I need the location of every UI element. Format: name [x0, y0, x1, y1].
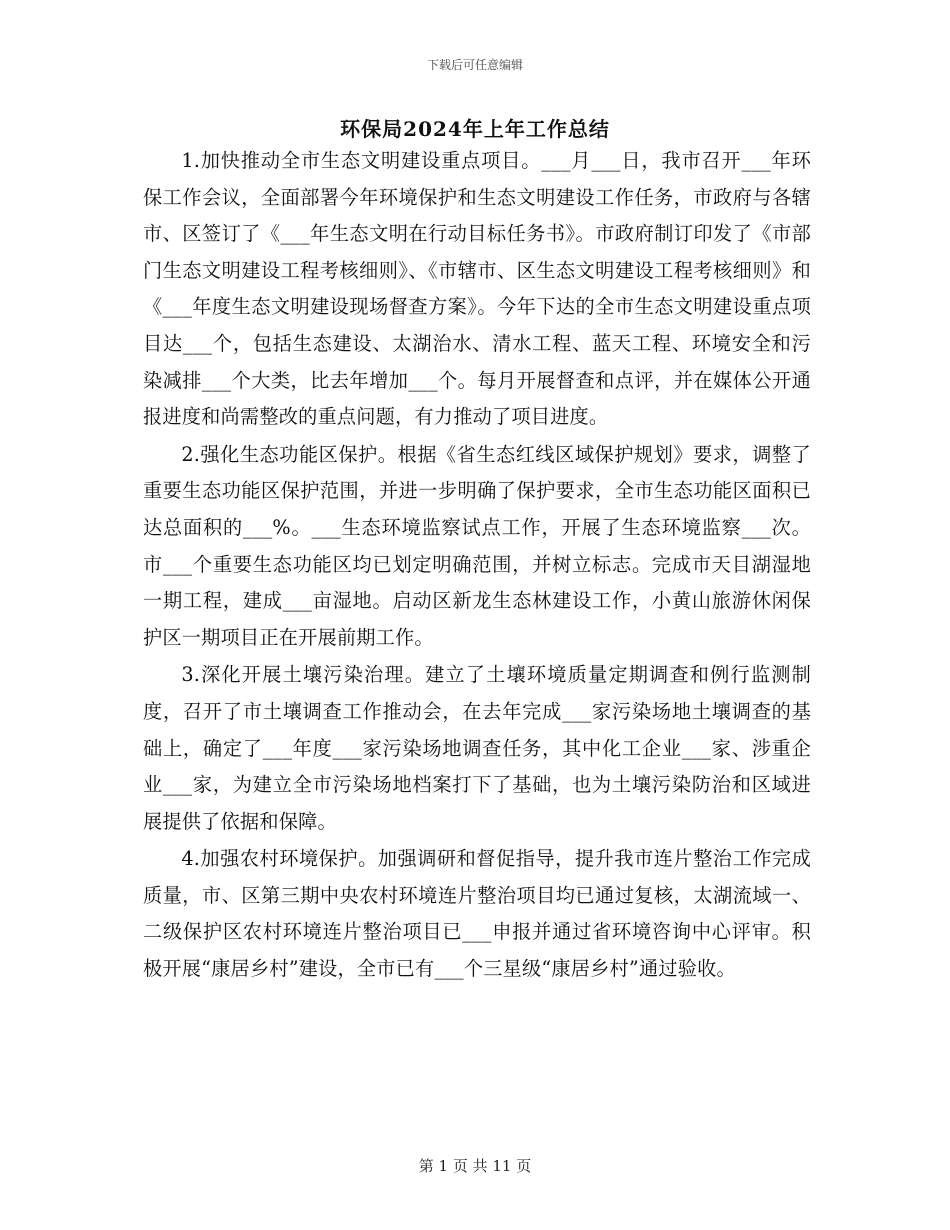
- paragraph-2: 2.强化生态功能区保护。根据《省生态红线区域保护规划》要求，调整了重要生态功能区保护范围，并进一步明确了保护要求，全市生态功能区面积已达总面积的___%。___生态环境监察试点工作，开展了生态环境监察___次。市___个重要生态功能区均已划定明确范围，并树立标志。完成市天目湖湿地一期工程，建成___亩湿地。启动区新龙生态林建设工作，小黄山旅游休闲保护区一期项目正在开展前期工作。: [143, 442, 811, 649]
- header-note: 下载后可任意编辑: [426, 58, 523, 72]
- page-footer: 第 1 页 共 11 页: [418, 1157, 532, 1175]
- paragraph-3: 3.深化开展土壤污染治理。建立了土壤环境质量定期调查和例行监测制度，召开了市土壤调查工作推动会，在去年完成___家污染场地土壤调查的基础上，确定了___年度___家污染场地调查任务，其中化工企业___家、涉重企业___家，为建立全市污染场地档案打下了基础，也为土壤污染防治和区域进展提供了依据和保障。: [143, 663, 811, 833]
- document-title: 环保局2024年上年工作总结: [340, 117, 610, 141]
- paragraph-1: 1.加快推动全市生态文明建设重点项目。___月___日，我市召开___年环保工作会议，全面部署今年环境保护和生态文明建设工作任务，市政府与各辖市、区签订了《___年生态文明在行动目标任务书》。市政府制订印发了《市部门生态文明建设工程考核细则》、《市辖市、区生态文明建设工程考核细则》和《___年度生态文明建设现场督查方案》。今年下达的全市生态文明建设重点项目达___个，包括生态建设、太湖治水、清水工程、蓝天工程、环境安全和污染减排___个大类，比去年增加___个。每月开展督查和点评，并在媒体公开通报进度和尚需整改的重点问题，有力推动了项目进度。: [143, 149, 811, 429]
- document-body: [143, 143, 811, 989]
- paragraph-4: 4.加强农村环境保护。加强调研和督促指导，提升我市连片整治工作完成质量，市、区第三期中央农村环境连片整治项目均已通过复核，太湖流域一、二级保护区农村环境连片整治项目已___申报并通过省环境咨询中心评审。积极开展“康居乡村”建设，全市已有___个三星级“康居乡村”通过验收。: [143, 847, 811, 981]
